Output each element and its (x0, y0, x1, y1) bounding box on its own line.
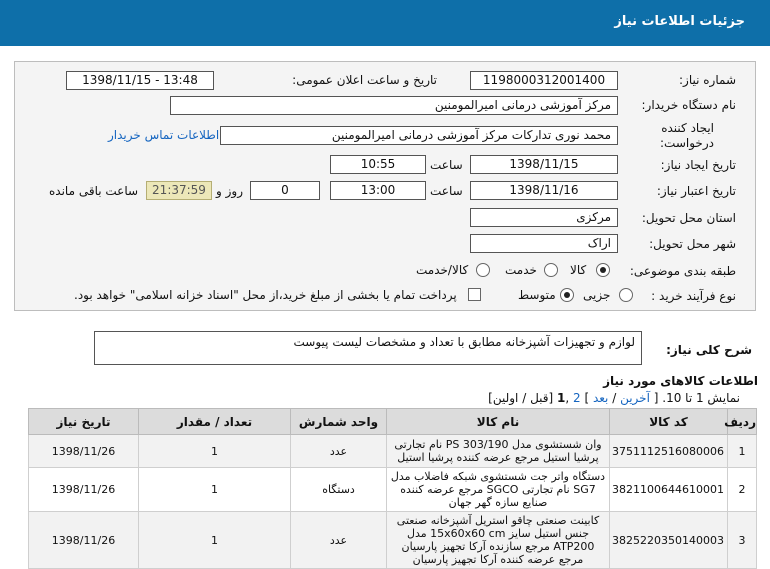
buyer-field: مرکز آموزشی درمانی امیرالمومنین (170, 96, 618, 115)
col-header-date: تاریخ نیاز (29, 409, 139, 435)
category-both-radio[interactable] (476, 263, 490, 277)
city-label: شهر محل تحویل: (649, 237, 736, 251)
need-number-label: شماره نیاز: (679, 73, 736, 87)
province-label: استان محل تحویل: (641, 211, 736, 225)
cell-unit: عدد (291, 435, 387, 468)
valid-date-label: تاریخ اعتبار نیاز: (656, 184, 736, 198)
buyer-label: نام دستگاه خریدار: (641, 98, 736, 112)
pager-first: اولین (492, 391, 519, 405)
cell-qty: 1 (139, 468, 291, 512)
treasury-payment-text: پرداخت تمام یا بخشی از مبلغ خرید،از محل "اسناد خزانه اسلامی" خواهد بود. (74, 288, 457, 302)
pager-last-link[interactable]: آخرین (620, 391, 650, 405)
col-header-unit: واحد شمارش (291, 409, 387, 435)
remaining-label: ساعت باقی مانده (49, 184, 139, 198)
city-field: اراک (470, 234, 618, 253)
category-label: طبقه بندی موضوعی: (629, 264, 736, 278)
table-row (29, 435, 757, 468)
table-header-row (29, 409, 757, 435)
cell-code: 3821100644610001 (610, 468, 728, 512)
cell-code: 3825220350140003 (610, 512, 728, 569)
pager-page-1: 1 (557, 391, 566, 405)
need-number-field: 1198000312001400 (470, 71, 618, 90)
table-row (29, 468, 757, 512)
items-table (28, 408, 757, 569)
province-field: مرکزی (470, 208, 618, 227)
cell-name: وان شستشوی مدل PS 303/190 نام تجارتی پرشیا استیل مرجع عرضه کننده پرشیا استیل (387, 435, 610, 468)
cell-idx: 3 (728, 512, 757, 569)
process-small-radio[interactable] (619, 288, 633, 302)
cell-code: 3751112516080006 (610, 435, 728, 468)
cell-date: 1398/11/26 (29, 468, 139, 512)
cell-name: کابینت صنعتی چاقو استریل آشپزخانه صنعتی جنس استیل سایز 15x60x60 cm مدل ATP200 مرجع سازنده آرکا تجهیز پارسیان مرجع عرضه کننده آرکا تجهیز پارسیان (387, 512, 610, 569)
buyer-contact-link[interactable]: اطلاعات تماس خریدار (108, 128, 220, 142)
col-header-name: نام کالا (387, 409, 610, 435)
announce-field: 1398/11/15 - 13:48 (66, 71, 214, 90)
create-time-label: ساعت (430, 158, 463, 172)
col-header-qty: تعداد / مقدار (139, 409, 291, 435)
creator-field: محمد نوری تدارکات مرکز آموزشی درمانی امیرالمومنین (220, 126, 618, 145)
page-header (0, 0, 770, 46)
process-medium-label: متوسط (518, 288, 556, 302)
items-table-wrapper (28, 408, 756, 566)
process-medium-radio[interactable] (560, 288, 574, 302)
announce-label: تاریخ و ساعت اعلان عمومی: (292, 73, 437, 87)
create-time-field: 10:55 (330, 155, 426, 174)
cell-idx: 2 (728, 468, 757, 512)
cell-qty: 1 (139, 435, 291, 468)
creator-label: ایجاد کننده درخواست: (660, 121, 714, 150)
treasury-checkbox[interactable] (468, 288, 481, 301)
pager-next-link[interactable]: بعد (592, 391, 609, 405)
col-header-code: کد کالا (610, 409, 728, 435)
create-date-field: 1398/11/15 (470, 155, 618, 174)
category-both-label: کالا/خدمت (416, 263, 469, 277)
valid-date-field: 1398/11/16 (470, 181, 618, 200)
remaining-timer: 21:37:59 (146, 181, 212, 200)
days-label: روز و (216, 184, 243, 198)
description-label: شرح کلی نیاز: (666, 343, 752, 357)
pager: نمایش 1 تا 10. [ آخرین / بعد ] 2 ,1 [قبل / اولین] (488, 391, 740, 405)
valid-time-field: 13:00 (330, 181, 426, 200)
description-box: لوازم و تجهیزات آشپزخانه مطابق با تعداد و مشخصات لیست پیوست (94, 331, 642, 365)
pager-show-text: نمایش 1 تا 10 (666, 391, 740, 405)
table-row (29, 512, 757, 569)
col-header-row: ردیف (728, 409, 757, 435)
cell-unit: عدد (291, 512, 387, 569)
pager-prev: قبل (530, 391, 549, 405)
category-goods-label: کالا (570, 263, 587, 277)
pager-page-2[interactable]: 2 (573, 391, 581, 405)
process-label: نوع فرآیند خرید : (651, 289, 736, 303)
cell-name: دستگاه واتر جت شستشوی شبکه فاضلاب مدل SG7 نام تجارتی SGCO مرجع عرضه کننده صنایع سازه گهر جهان (387, 468, 610, 512)
items-section-title: اطلاعات کالاهای مورد نیاز (603, 374, 758, 388)
category-goods-radio[interactable] (596, 263, 610, 277)
cell-unit: دستگاه (291, 468, 387, 512)
cell-date: 1398/11/26 (29, 435, 139, 468)
valid-time-label: ساعت (430, 184, 463, 198)
cell-idx: 1 (728, 435, 757, 468)
cell-qty: 1 (139, 512, 291, 569)
days-field: 0 (250, 181, 320, 200)
category-service-radio[interactable] (544, 263, 558, 277)
page-title: جزئیات اطلاعات نیاز (614, 14, 745, 29)
create-date-label: تاریخ ایجاد نیاز: (660, 158, 736, 172)
category-service-label: خدمت (505, 263, 537, 277)
cell-date: 1398/11/26 (29, 512, 139, 569)
process-small-label: جزیی (583, 288, 611, 302)
